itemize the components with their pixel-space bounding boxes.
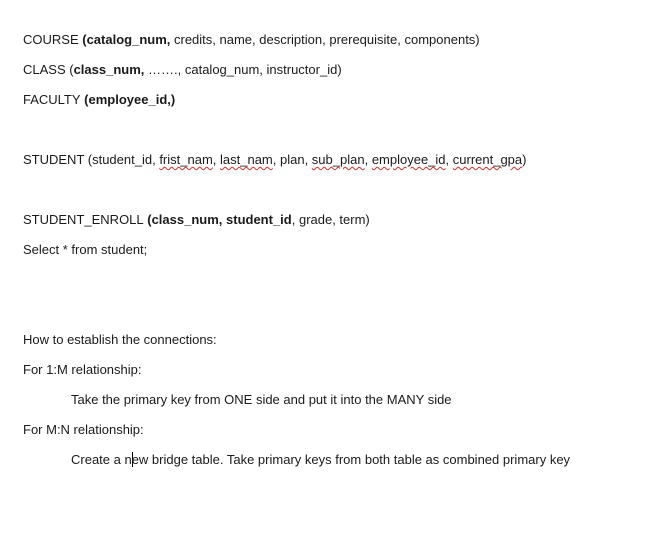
faculty-table-name: FACULTY	[23, 92, 81, 107]
spell-error-frist-nam[interactable]: frist_nam	[159, 152, 213, 167]
course-primary-key: catalog_num,	[86, 32, 171, 47]
spell-error-employee-id[interactable]: employee_id	[371, 152, 446, 167]
course-schema-line	[23, 32, 480, 48]
connections-heading: How to establish the connections:	[23, 332, 217, 347]
many-to-many-label: For M:N relationship:	[23, 422, 144, 437]
sql-query-line: Select * from student;	[23, 242, 148, 257]
many-to-many-detail[interactable]	[71, 452, 570, 468]
student-sep-4: ,	[445, 152, 453, 167]
many-to-many-detail-start: Create a n	[71, 452, 132, 467]
faculty-schema-line	[23, 92, 175, 108]
student-sep-1: ,	[212, 152, 221, 167]
one-to-many-detail: Take the primary key from ONE side and put it into the MANY side	[71, 392, 452, 407]
student-close-paren: )	[522, 152, 527, 167]
class-schema-line	[23, 62, 342, 78]
student-sep-3: ,	[364, 152, 372, 167]
student-table-prefix: STUDENT (student_id,	[23, 152, 160, 167]
course-open-paren: (	[78, 32, 87, 47]
student-sep-2: , plan,	[272, 152, 312, 167]
class-table-prefix: CLASS (	[23, 62, 74, 77]
spell-error-sub-plan[interactable]: sub_plan	[311, 152, 365, 167]
student-enroll-attributes: , grade, term)	[291, 212, 370, 227]
faculty-primary-key: (employee_id,)	[80, 92, 176, 107]
student-enroll-table-name: STUDENT_ENROLL	[23, 212, 144, 227]
class-primary-key: class_num,	[73, 62, 145, 77]
class-attributes: ……., catalog_num, instructor_id)	[144, 62, 342, 77]
student-schema-line	[23, 152, 527, 168]
student-enroll-primary-key: (class_num, student_id	[143, 212, 292, 227]
student-enroll-schema-line	[23, 212, 370, 228]
course-table-name: COURSE	[23, 32, 79, 47]
one-to-many-label: For 1:M relationship:	[23, 362, 142, 377]
spell-error-current-gpa[interactable]: current_gpa	[452, 152, 523, 167]
spell-error-last-nam[interactable]: last_nam	[220, 152, 273, 167]
course-attributes: credits, name, description, prerequisite, components)	[170, 32, 480, 47]
many-to-many-detail-end: ew bridge table. Take primary keys from both table as combined primary key	[131, 452, 571, 467]
